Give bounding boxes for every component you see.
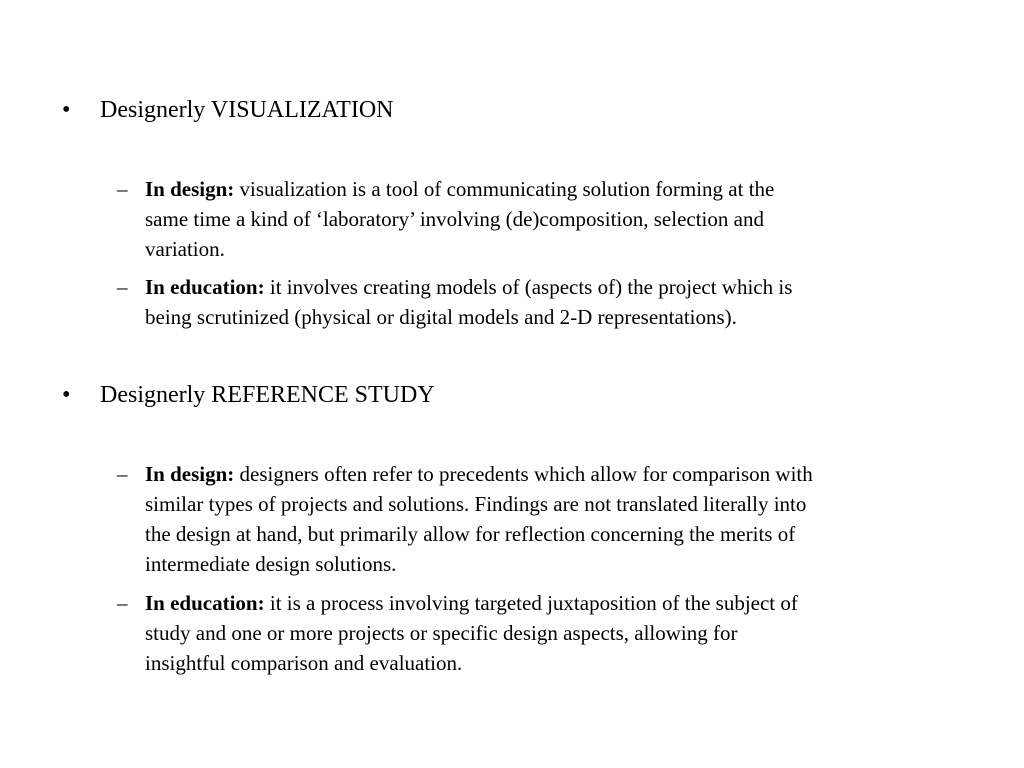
dash-mark: – — [117, 275, 128, 299]
sub-item-line — [145, 174, 965, 204]
bullet-heading: Designerly REFERENCE STUDY — [100, 382, 435, 408]
sub-item-label: In design: — [145, 462, 235, 486]
sub-item-line — [145, 588, 965, 618]
sub-item-line: insightful comparison and evaluation. — [145, 651, 463, 675]
sub-item-text: it is a process involving targeted juxtaposition of the subject of — [269, 591, 798, 615]
bullet-heading: Designerly VISUALIZATION — [100, 97, 394, 123]
bullet-mark: • — [62, 382, 71, 408]
sub-item-line — [145, 459, 965, 489]
sub-item-label: In design: — [145, 177, 235, 201]
dash-mark: – — [117, 591, 128, 615]
sub-item-line — [145, 272, 965, 302]
sub-item-text: it involves creating models of (aspects of) the project which is — [269, 275, 793, 299]
sub-item-label: In education: — [145, 275, 265, 299]
sub-item-line: the design at hand, but primarily allow for reflection concerning the merits of — [145, 522, 796, 546]
sub-item-text: visualization is a tool of communicating solution forming at the — [239, 177, 775, 201]
sub-item-line: intermediate design solutions. — [145, 552, 397, 576]
sub-item-body — [145, 272, 965, 332]
bullet-mark: • — [62, 97, 71, 123]
sub-item-line: being scrutinized (physical or digital models and 2-D representations). — [145, 305, 737, 329]
sub-item-line: same time a kind of ‘laboratory’ involving (de)composition, selection and — [145, 207, 764, 231]
sub-item-body — [145, 588, 965, 678]
sub-item-line: similar types of projects and solutions. Findings are not translated literally into — [145, 492, 807, 516]
sub-item-label: In education: — [145, 591, 265, 615]
sub-item-body — [145, 174, 965, 264]
sub-item-text: designers often refer to precedents which allow for comparison with — [239, 462, 813, 486]
dash-mark: – — [117, 177, 128, 201]
sub-item-line: study and one or more projects or specific design aspects, allowing for — [145, 621, 738, 645]
sub-item-body — [145, 459, 965, 579]
sub-item-line: variation. — [145, 237, 225, 261]
dash-mark: – — [117, 462, 128, 486]
